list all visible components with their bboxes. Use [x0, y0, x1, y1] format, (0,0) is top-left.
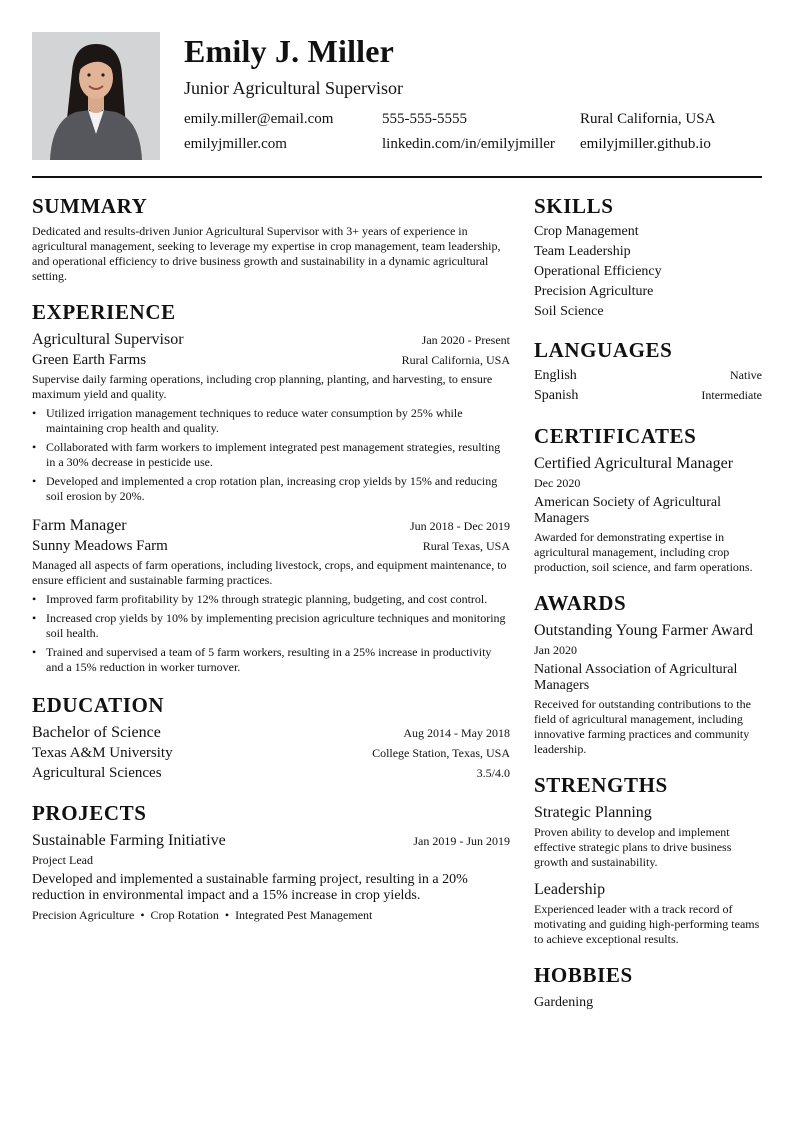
award-date: Jan 2020 — [534, 643, 577, 657]
tag: Integrated Pest Management — [235, 908, 373, 922]
skills-section — [534, 192, 762, 322]
certificate-date: Dec 2020 — [534, 476, 581, 490]
degree: Bachelor of Science — [32, 724, 161, 741]
summary-section — [32, 192, 510, 284]
section-heading: EXPERIENCE — [32, 300, 176, 324]
languages-section — [534, 336, 762, 406]
education-section — [32, 691, 510, 783]
projects-section — [32, 799, 510, 923]
award-description: Received for outstanding contributions to the field of agricultural management, including innovative farming practices and community leadership. — [534, 697, 751, 756]
resume-header — [32, 32, 762, 160]
project-role: Project Lead — [32, 853, 93, 867]
section-heading: CERTIFICATES — [534, 424, 697, 448]
github-link[interactable]: emilyjmiller.github.io — [580, 136, 711, 152]
certificate-name: Certified Agricultural Manager — [534, 455, 734, 472]
right-column — [534, 192, 762, 1027]
school-name: Texas A&M University — [32, 745, 173, 761]
project-description: Developed and implemented a sustainable farming project, resulting in a 20% reduction in environmental impact and a 15% increase in crop yields. — [32, 872, 468, 903]
section-heading: LANGUAGES — [534, 338, 673, 362]
job-entry — [32, 330, 510, 504]
job-role: Farm Manager — [32, 517, 127, 534]
list-item: • Collaborated with farm workers to implement integrated pest management strategies, resulting in a 30% decrease in pesticide use. — [32, 440, 510, 470]
linkedin-link[interactable]: linkedin.com/in/emilyjmiller — [382, 136, 555, 152]
strength-name: Strategic Planning — [534, 804, 652, 821]
language-name: Spanish — [534, 388, 579, 403]
job-role: Agricultural Supervisor — [32, 331, 184, 348]
company-name: Sunny Meadows Farm — [32, 538, 168, 554]
hobby-item: Gardening — [534, 995, 594, 1010]
language-name: English — [534, 368, 577, 383]
job-location: Rural California, USA — [401, 353, 510, 367]
school-location: College Station, Texas, USA — [372, 746, 510, 760]
website-link[interactable]: emilyjmiller.com — [184, 136, 287, 152]
language-level: Intermediate — [701, 388, 762, 402]
left-column — [32, 192, 510, 937]
job-description: Supervise daily farming operations, including crop planning, planting, and harvesting, to ensure maximum yield and quality. — [32, 372, 493, 401]
certificates-section — [534, 422, 762, 575]
education-dates: Aug 2014 - May 2018 — [403, 726, 510, 740]
job-dates: Jan 2020 - Present — [421, 333, 510, 347]
skill-item: Precision Agriculture — [534, 284, 654, 299]
certificate-description: Awarded for demonstrating expertise in agricultural management, including crop production, soil science, and farm operations. — [534, 530, 753, 574]
award-issuer: National Association of Agricultural Managers — [534, 662, 738, 693]
certificate-issuer: American Society of Agricultural Managers — [534, 495, 721, 526]
section-heading: SKILLS — [534, 194, 614, 218]
project-dates: Jan 2019 - Jun 2019 — [413, 834, 510, 848]
skill-item: Soil Science — [534, 304, 604, 319]
profile-photo — [32, 32, 160, 160]
location: Rural California, USA — [580, 111, 716, 127]
tag: Crop Rotation — [150, 908, 219, 922]
section-heading: EDUCATION — [32, 693, 165, 717]
skill-item: Crop Management — [534, 224, 639, 239]
summary-text: Dedicated and results-driven Junior Agricultural Supervisor with 3+ years of experience in agricultural management, seeking to leverage my expertise in crop management, team leadership, and operational efficiency to drive business growth and sustainability in a dynamic agricultural setting. — [32, 224, 501, 283]
field-of-study: Agricultural Sciences — [32, 765, 162, 781]
strength-description: Experienced leader with a track record of motivating and guiding high-performing teams to achieve exceptional results. — [534, 902, 760, 946]
section-heading: HOBBIES — [534, 963, 633, 987]
gpa: 3.5/4.0 — [476, 766, 510, 780]
job-bullets — [32, 592, 510, 675]
hobbies-section — [534, 961, 762, 1013]
job-location: Rural Texas, USA — [422, 539, 510, 553]
strengths-section — [534, 771, 762, 947]
list-item: • Increased crop yields by 10% by implementing precision agriculture techniques and monitoring soil health. — [32, 611, 510, 641]
email-link[interactable]: emily.miller@email.com — [184, 111, 334, 127]
job-description: Managed all aspects of farm operations, including livestock, crops, and equipment maintenance, to ensure efficient and sustainable farming practices. — [32, 558, 507, 587]
section-heading: PROJECTS — [32, 801, 147, 825]
project-tags: Precision Agriculture • Crop Rotation • Integrated Pest Management — [32, 908, 373, 922]
project-name: Sustainable Farming Initiative — [32, 832, 226, 849]
company-name: Green Earth Farms — [32, 352, 147, 368]
job-dates: Jun 2018 - Dec 2019 — [410, 519, 510, 533]
list-item: • Improved farm profitability by 12% through strategic planning, budgeting, and cost control. — [32, 592, 510, 607]
header-divider — [32, 176, 762, 178]
list-item: • Developed and implemented a crop rotation plan, increasing crop yields by 15% and reducing soil erosion by 20%. — [32, 474, 510, 504]
section-heading: AWARDS — [534, 591, 627, 615]
language-level: Native — [730, 368, 762, 382]
list-item: • Utilized irrigation management techniques to reduce water consumption by 25% while maintaining crop health and quality. — [32, 406, 510, 436]
job-entry — [32, 516, 510, 675]
strength-name: Leadership — [534, 881, 606, 898]
job-title: Junior Agricultural Supervisor — [184, 78, 403, 98]
awards-section — [534, 589, 762, 757]
award-name: Outstanding Young Farmer Award — [534, 622, 753, 639]
section-heading: STRENGTHS — [534, 773, 668, 797]
experience-section — [32, 298, 510, 675]
phone-number[interactable]: 555-555-5555 — [382, 111, 467, 127]
job-bullets — [32, 406, 510, 504]
section-heading: SUMMARY — [32, 194, 148, 218]
candidate-name: Emily J. Miller — [184, 33, 395, 69]
tag: Precision Agriculture — [32, 908, 135, 922]
skill-item: Operational Efficiency — [534, 264, 662, 279]
skill-item: Team Leadership — [534, 244, 631, 259]
list-item: • Trained and supervised a team of 5 farm workers, resulting in a 25% increase in productivity and a 15% reduction in worker turnover. — [32, 645, 510, 675]
strength-description: Proven ability to develop and implement effective strategic plans to drive business growth and sustainability. — [534, 825, 732, 869]
